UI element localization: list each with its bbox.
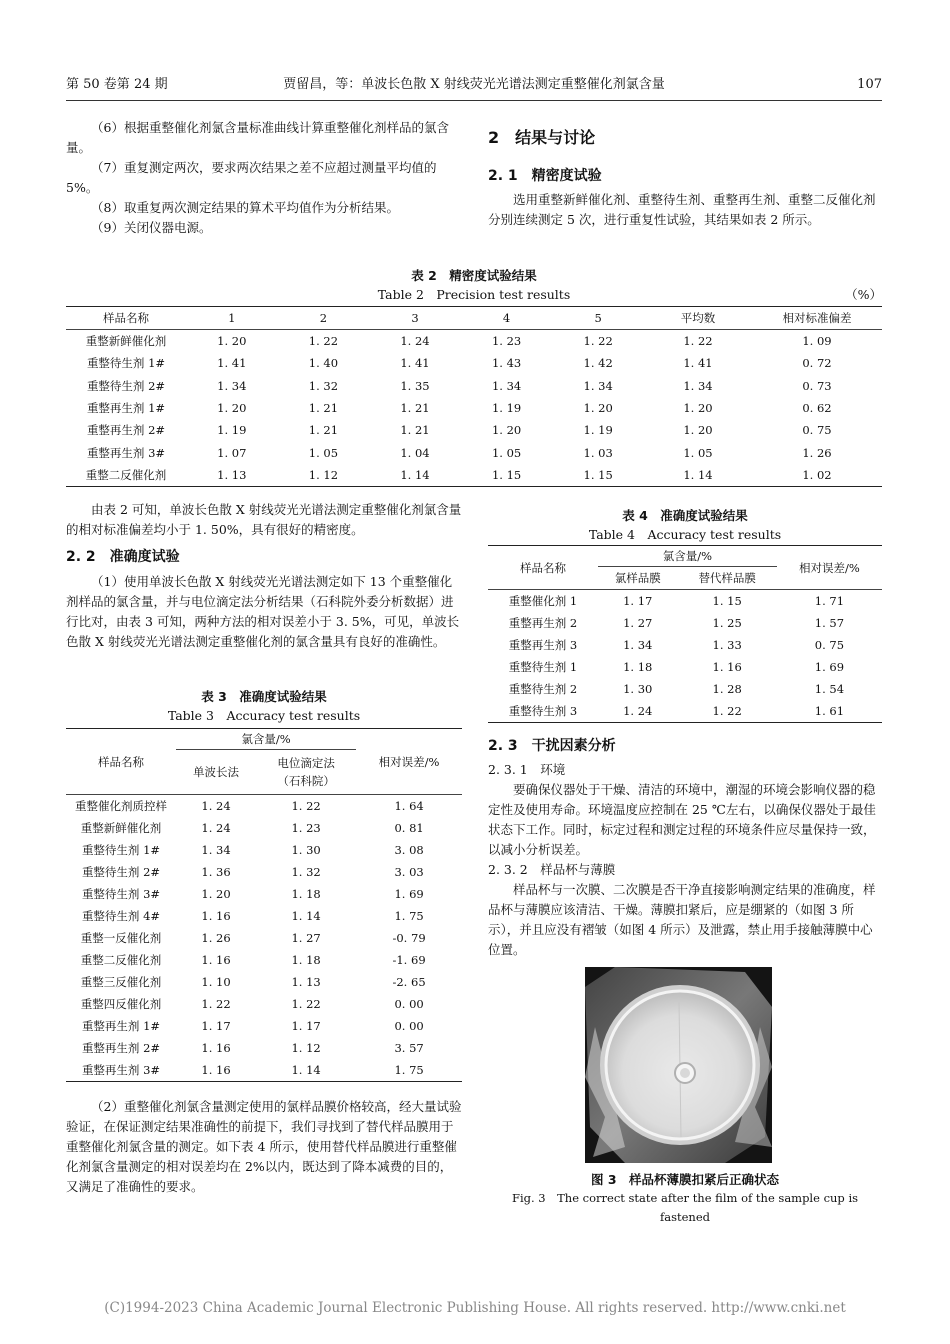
table-cell: 1. 30 [291,843,321,857]
paragraph: 由表 2 可知，单波长色散 X 射线荧光光谱法测定重整催化剂氯含量的相对标准偏差均小于 1. 50%，具有很好的精密度。 [66,502,462,537]
row-label: 重整待生剂 1# [86,356,166,371]
table-cell: 1. 24 [201,799,231,813]
table-cell: 1. 69 [394,887,424,901]
table-3-title-cn: 表 3 准确度试验结果 [201,689,327,704]
table-row [66,441,882,463]
row-label: 重整待生剂 3 [508,704,578,718]
table-cell: 1. 34 [623,638,653,652]
table-cell: -2. 65 [392,975,426,989]
step-6: （6）根据重整催化剂氯含量标准曲线计算重整催化剂样品的氯含量。 [66,120,449,155]
col-header: 相对误差/% [356,729,462,795]
table-cell: 1. 17 [201,1019,231,1033]
table-cell: 1. 14 [400,467,430,482]
row-label: 重整四反催化剂 [80,997,162,1011]
table-cell: 1. 22 [583,334,613,349]
table-cell: 1. 14 [291,1063,321,1077]
row-label: 重整再生剂 3# [81,1063,161,1077]
col-header: 单波长法 [193,765,240,779]
paragraph: （2）重整催化剂氯含量测定使用的氯样品膜价格较高，经大量试验验证，在保证测定结果准确性的前提下，我们寻找到了替代样品膜用于重整催化剂氯含量的测定。如下表 4 所示，使用替代样品膜进行重整催化剂氯含量测定的相对误差均在 2%以内，既达到了降本减费的目的，又满足了准确性的要求。 [66,1099,462,1194]
table-cell: 1. 27 [291,931,321,945]
row-label: 重整二反催化剂 [80,953,162,967]
table-row [66,971,462,993]
table-cell: 1. 26 [201,931,231,945]
table-cell: 1. 34 [217,378,247,393]
section-2-2-text-1 [66,572,462,652]
procedure-steps [66,118,462,238]
paragraph: 样品杯与一次膜、二次膜是否干净直接影响测定结果的准确度，样品杯与薄膜应该清洁、干燥。薄膜扣紧后，应是绷紧的（如图 3 所示），并且应没有褶皱（如图 4 所示）及泄露，禁止用手接触薄膜中心位置。 [488,882,876,957]
row-label: 重整待生剂 2# [86,378,166,393]
table-cell: 1. 40 [308,356,339,371]
table-cell: 1. 32 [308,378,339,393]
table-cell: 1. 22 [291,997,321,1011]
table-row [66,375,882,397]
table-cell: 1. 57 [814,616,845,630]
table-cell: 1. 17 [623,594,653,608]
table-row [488,700,882,723]
section-2-heading: 2 结果与讨论 [488,128,596,147]
table-cell: 1. 35 [400,378,430,393]
col-header: 样品名称 [66,729,176,795]
table-cell: 1. 18 [623,660,653,674]
table-cell: 1. 02 [802,467,832,482]
table-row [66,883,462,905]
table-row [488,656,882,678]
table-cell: 1. 15 [491,467,522,482]
table-cell: 1. 24 [400,334,430,349]
table-cell: 1. 19 [491,401,522,416]
col-group-header: 氯含量/% [598,546,777,567]
row-label: 重整待生剂 1# [81,843,161,857]
copyright-footer: (C)1994-2023 China Academic Journal Electronic Publishing House. All rights reserved. http://www.cnki.net [104,1300,846,1316]
table-cell: 3. 08 [394,843,424,857]
table-2-title-cn: 表 2 精密度试验结果 [411,268,537,283]
table-cell: 1. 05 [683,445,713,460]
table-cell: 0. 72 [802,356,832,371]
row-label: 重整新鲜催化剂 [85,334,167,349]
row-label: 重整再生剂 1# [81,1019,161,1033]
table-cell: 1. 05 [491,445,522,460]
table-cell: 1. 03 [583,445,613,460]
table-cell: 1. 19 [583,423,613,438]
table-3-caption [66,687,462,725]
table-cell: 1. 41 [217,356,247,371]
table-cell: 1. 12 [291,1041,321,1055]
table-cell: 1. 64 [394,799,424,813]
table-cell: 1. 28 [712,682,742,696]
table-cell: 1. 75 [394,1063,424,1077]
table-cell: 0. 81 [394,821,424,835]
table-cell: 1. 20 [683,423,713,438]
col-header [256,750,356,795]
header-line: （石科院） [277,774,335,788]
table-cell: 1. 05 [308,445,339,460]
table-cell: 0. 73 [802,378,832,393]
table-cell: 1. 22 [712,704,742,718]
table-cell: 1. 04 [400,445,430,460]
table-2-caption [66,266,882,304]
table-row [66,993,462,1015]
row-label: 重整待生剂 4# [81,909,161,923]
row-label: 重整再生剂 2# [86,423,166,438]
table-2 [66,306,882,487]
table-cell: 1. 15 [712,594,742,608]
row-label: 重整再生剂 3 [508,638,578,652]
table-row [66,1037,462,1059]
col-header: 5 [594,311,602,325]
table-cell: 0. 62 [802,401,832,416]
row-label: 重整再生剂 2# [81,1041,161,1055]
table-cell: 1. 07 [217,445,247,460]
table-cell: 1. 20 [217,401,247,416]
table-cell: 1. 41 [400,356,430,371]
row-label: 重整待生剂 1 [508,660,578,674]
figure-3-title-cn: 图 3 样品杯薄膜扣紧后正确状态 [590,1172,780,1187]
table-3-title-en: Table 3 Accuracy test results [167,708,361,723]
table-row [66,817,462,839]
table-cell: 1. 15 [583,467,613,482]
page-number: 107 [857,77,882,92]
row-label: 重整再生剂 1# [86,401,166,416]
table-cell: 1. 20 [201,887,231,901]
table-row [66,1059,462,1082]
table-2-unit: （%） [845,287,882,302]
table-row [488,612,882,634]
table-cell: 3. 03 [394,865,424,879]
row-label: 重整待生剂 3# [81,887,161,901]
table-cell: 1. 34 [583,378,613,393]
table-2-discussion [66,500,462,540]
paragraph: 要确保仪器处于干燥、清洁的环境中，潮湿的环境会影响仪器的稳定性及使用寿命。环境温度应控制在 25 ℃左右，以确保仪器处于最佳状态下工作。同时，标定过程和测定过程的环境条件应尽量保持一致，以减小分析误差。 [488,782,876,857]
table-cell: 0. 75 [802,423,832,438]
row-label: 重整二反催化剂 [85,467,167,482]
table-cell: 1. 14 [291,909,321,923]
table-cell: 1. 27 [623,616,653,630]
table-cell: 0. 00 [394,997,424,1011]
col-header: 3 [411,311,419,325]
table-cell: 1. 16 [201,1041,231,1055]
table-cell: 1. 16 [201,909,231,923]
table-row [66,419,882,441]
table-cell: 1. 21 [308,401,339,416]
col-header: 平均数 [680,311,716,325]
table-cell: 1. 43 [491,356,522,371]
table-cell: 1. 17 [291,1019,321,1033]
header-line: 电位滴定法 [277,756,335,770]
table-cell: 1. 34 [683,378,713,393]
col-header: 样品名称 [488,546,598,590]
table-cell: 1. 54 [814,682,845,696]
table-cell: 1. 30 [623,682,653,696]
col-group-header: 氯含量/% [176,729,356,750]
section-2-3-2-heading: 2. 3. 2 样品杯与薄膜 [488,862,616,877]
row-label: 重整一反催化剂 [80,931,162,945]
step-7: （7）重复测定两次，要求两次结果之差不应超过测量平均值的 5%。 [66,160,437,195]
section-2-2-heading: 2. 2 准确度试验 [66,549,180,565]
table-cell: 1. 42 [583,356,613,371]
table-cell: 1. 33 [712,638,742,652]
table-row [66,927,462,949]
row-label: 重整催化剂质控样 [75,799,167,813]
table-cell: 1. 22 [683,334,713,349]
table-cell: 1. 34 [491,378,522,393]
table-cell: 1. 22 [201,997,231,1011]
table-row [66,1015,462,1037]
section-2-1-text [488,190,882,230]
row-label: 重整三反催化剂 [80,975,162,989]
table-4-title-cn: 表 4 准确度试验结果 [622,508,748,523]
table-row [66,861,462,883]
row-label: 重整再生剂 3# [86,445,166,460]
figure-3-caption [488,1170,882,1227]
table-row [66,839,462,861]
table-cell: 3. 57 [394,1041,424,1055]
sample-cup-illustration [585,967,772,1163]
table-cell: 1. 21 [308,423,339,438]
figure-3-title-en: Fig. 3 The correct state after the film of the sample cup is fastened [511,1191,859,1224]
running-header [66,75,882,97]
section-2-3-1-heading: 2. 3. 1 环境 [488,762,566,777]
table-cell: 1. 71 [814,594,845,608]
table-cell: 1. 23 [491,334,522,349]
col-header: 1 [228,311,236,325]
table-cell: -0. 79 [392,931,426,945]
table-cell: 1. 23 [291,821,321,835]
table-row [66,352,882,374]
col-header: 替代样品膜 [698,571,756,585]
table-3 [66,728,462,1082]
table-row [66,795,462,818]
header-rule [66,100,882,101]
table-row [66,905,462,927]
table-4-title-en: Table 4 Accuracy test results [588,527,782,542]
row-label: 重整再生剂 2 [508,616,578,630]
table-cell: 1. 26 [802,445,832,460]
table-cell: 1. 18 [291,887,321,901]
table-cell: 1. 41 [683,356,713,371]
table-cell: 0. 00 [394,1019,424,1033]
table-row [66,330,882,353]
table-cell: 1. 24 [623,704,653,718]
figure-3-photo [585,967,772,1163]
table-cell: 1. 22 [291,799,321,813]
table-cell: 1. 20 [217,334,247,349]
table-cell: 1. 22 [308,334,339,349]
paragraph: （1）使用单波长色散 X 射线荧光光谱法测定如下 13 个重整催化剂样品的氯含量，并与电位滴定法分析结果（石科院外委分析数据）进行比对，由表 3 可知，两种方法的相对误差小于 3. 5%，可见，单波长色散 X 射线荧光光谱法测定重整催化剂的氯含量具有良好的准确性。 [66,574,460,649]
table-cell: 1. 16 [712,660,742,674]
table-cell: 0. 75 [814,638,845,652]
table-row [488,634,882,656]
table-2-title-en: Table 2 Precision test results [377,287,571,302]
table-4 [488,545,882,723]
section-2-3-heading: 2. 3 干扰因素分析 [488,738,616,754]
col-header: 氯样品膜 [614,571,661,585]
table-cell: 1. 21 [400,423,430,438]
journal-volume: 第 50 卷第 24 期 [66,77,168,92]
table-row [66,949,462,971]
table-cell: 1. 19 [217,423,247,438]
table-cell: 1. 61 [814,704,845,718]
table-cell: 1. 10 [201,975,231,989]
table-cell: 1. 25 [712,616,742,630]
paragraph: 选用重整新鲜催化剂、重整待生剂、重整再生剂、重整二反催化剂分别连续测定 5 次，进行重复性试验，其结果如表 2 所示。 [488,192,876,227]
section-2-1-heading: 2. 1 精密度试验 [488,168,602,184]
step-9: （9）关闭仪器电源。 [91,220,212,235]
table-row [66,397,882,419]
table-row [488,590,882,613]
article-running-title: 贾留昌，等：单波长色散 X 射线荧光光谱法测定重整催化剂氯含量 [283,77,665,92]
col-header: 相对误差/% [777,546,882,590]
col-header: 4 [502,311,511,325]
table-cell: -1. 69 [392,953,426,967]
table-cell: 1. 18 [291,953,321,967]
table-cell: 1. 14 [683,467,713,482]
section-2-2-text-2 [66,1097,462,1197]
table-header-row [66,307,882,330]
col-header: 2 [319,311,328,325]
table-cell: 1. 34 [201,843,231,857]
table-cell: 1. 21 [400,401,430,416]
table-cell: 1. 69 [814,660,845,674]
step-8: （8）取重复两次测定结果的算术平均值作为分析结果。 [91,200,399,215]
table-cell: 1. 09 [802,334,832,349]
table-cell: 1. 13 [217,467,247,482]
table-cell: 1. 24 [201,821,231,835]
table-cell: 1. 20 [491,423,522,438]
col-header: 相对标准偏差 [782,311,852,325]
table-cell: 1. 13 [291,975,321,989]
table-4-caption [488,506,882,544]
row-label: 重整催化剂 1 [508,594,578,608]
row-label: 重整新鲜催化剂 [80,821,162,835]
col-header: 样品名称 [103,311,149,325]
table-cell: 1. 16 [201,953,231,967]
section-2-3-text [488,760,882,960]
table-cell: 1. 20 [583,401,613,416]
row-label: 重整待生剂 2 [508,682,578,696]
table-cell: 1. 20 [683,401,713,416]
table-row [488,678,882,700]
table-row [66,464,882,487]
table-cell: 1. 12 [308,467,339,482]
table-cell: 1. 36 [201,865,231,879]
table-cell: 1. 32 [291,865,321,879]
row-label: 重整待生剂 2# [81,865,161,879]
table-cell: 1. 16 [201,1063,231,1077]
table-cell: 1. 75 [394,909,424,923]
